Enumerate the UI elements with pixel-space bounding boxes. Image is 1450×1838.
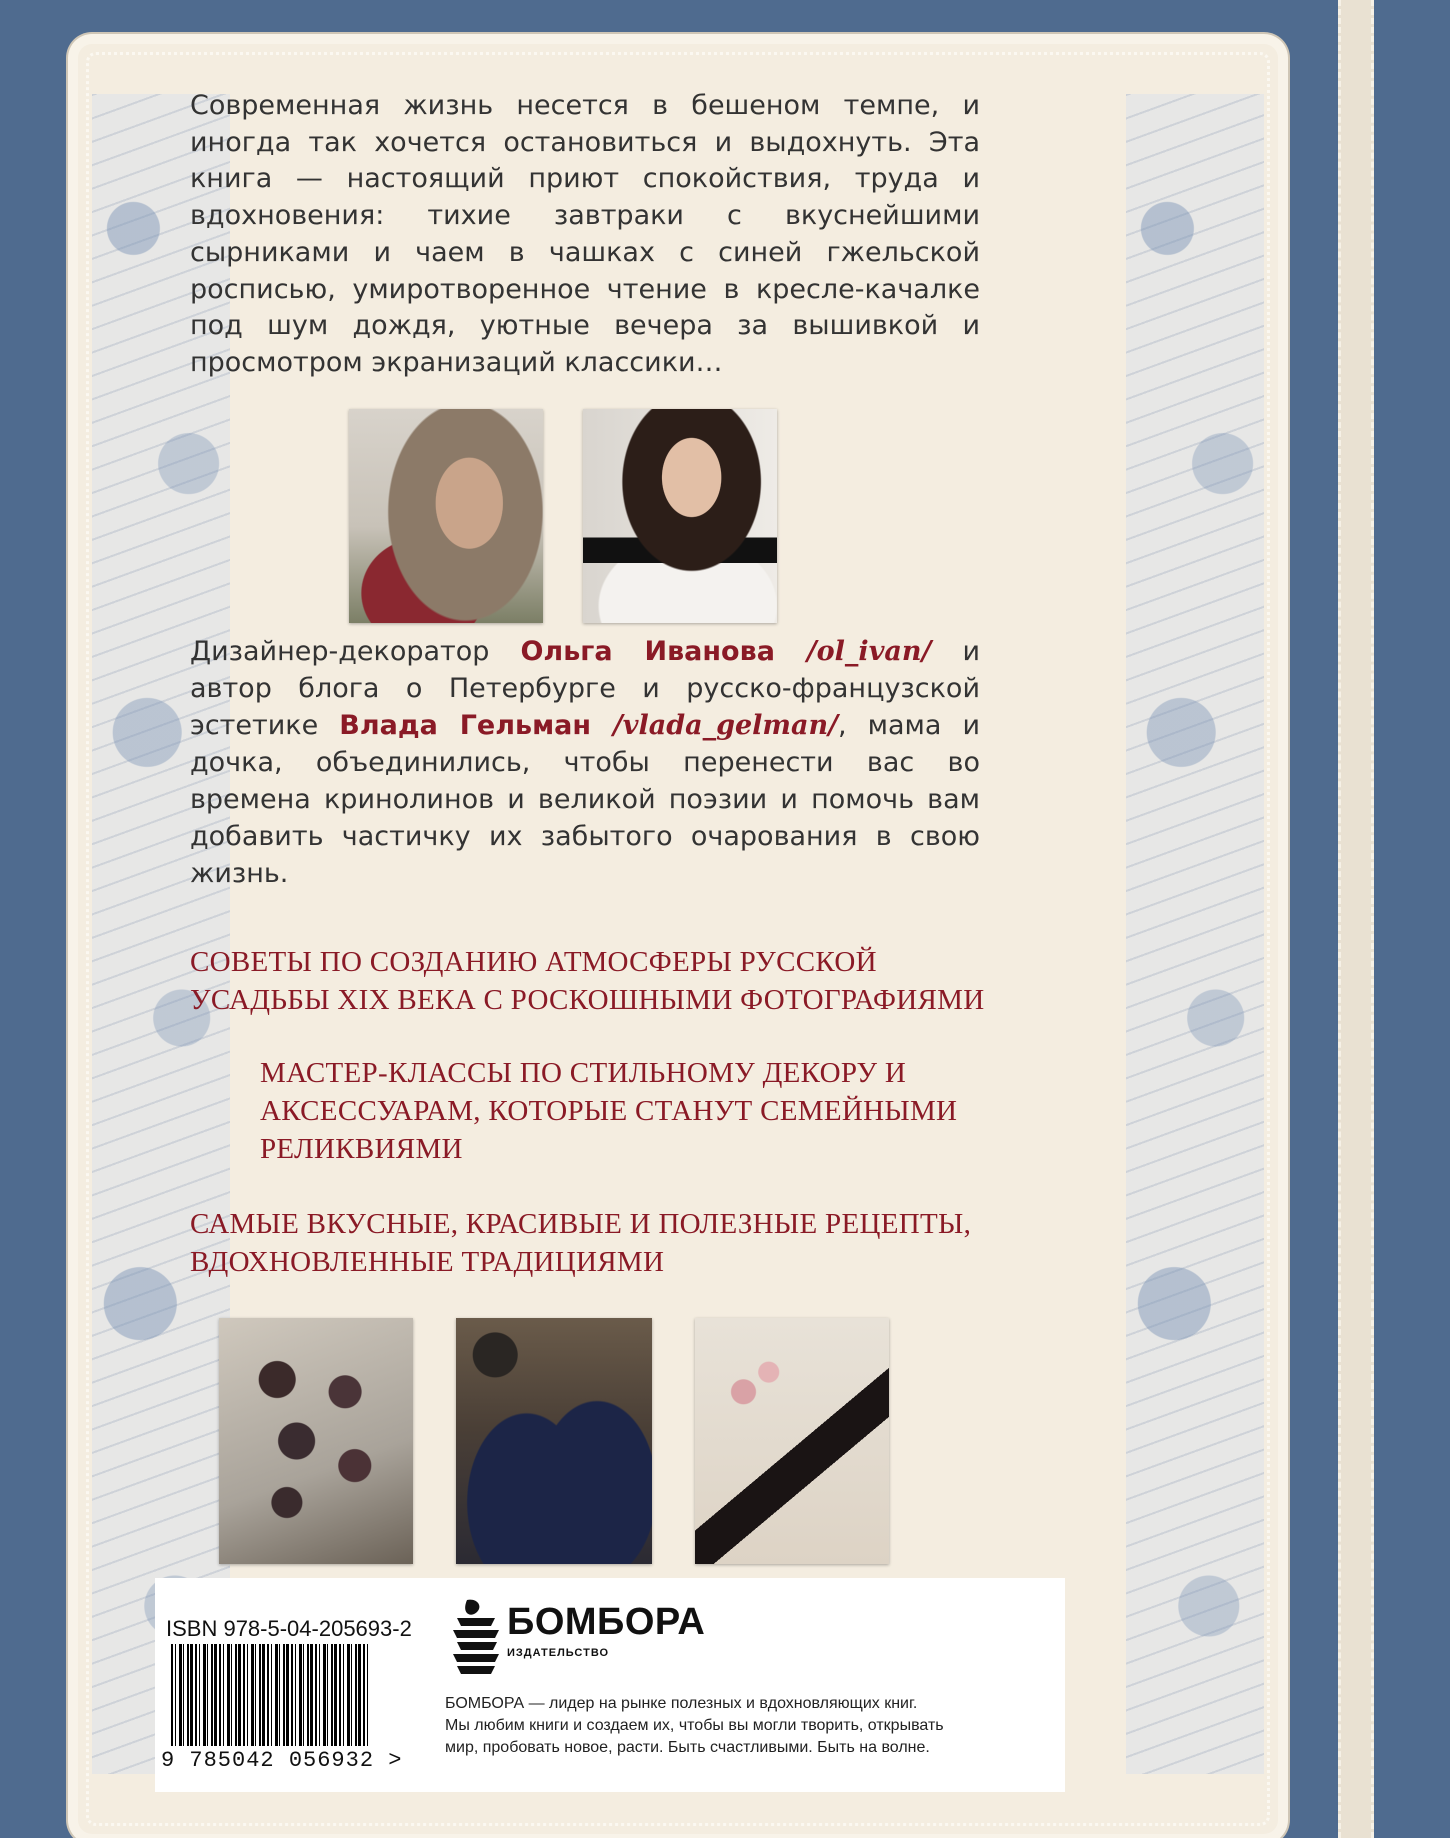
barcode-panel — [155, 1578, 1065, 1792]
author2-name: Влада Гельман — [339, 710, 592, 741]
author2-handle: /vlada_gelman/ — [591, 710, 838, 741]
bio-text: и автор блога о Петербурге и русско-французской эстетике — [190, 636, 980, 741]
author-photo-olga — [349, 409, 543, 623]
isbn-text: ISBN 978-5-04-205693-2 — [166, 1616, 412, 1641]
author1-handle: /ol_ivan/ — [774, 636, 932, 667]
authors-bio — [190, 633, 980, 892]
feature-manor-atmosphere: СОВЕТЫ ПО СОЗДАНИЮ АТМОСФЕРЫ РУССКОЙ УСАДЬБЫ XIX ВЕКА С РОСКОШНЫМИ ФОТОГРАФИЯМИ — [190, 946, 985, 1016]
photo-ornaments — [219, 1318, 413, 1564]
barcode-image — [171, 1644, 371, 1746]
publisher-name: БОМБОРА — [507, 1601, 706, 1643]
bio-text: , мама и дочка, объединились, чтобы перенести вас во времена кринолинов и великой поэзии и помочь вам добавить частичку их забытого очарования в свою жизнь. — [190, 710, 981, 889]
author1-name: Ольга Иванова — [520, 636, 775, 667]
photo-floral-hanger — [695, 1318, 889, 1564]
feature-recipes: САМЫЕ ВКУСНЫЕ, КРАСИВЫЕ И ПОЛЕЗНЫЕ РЕЦЕПТЫ, ВДОХНОВЛЕННЫЕ ТРАДИЦИЯМИ — [190, 1208, 972, 1278]
intro-paragraph: Современная жизнь несется в бешеном темпе, и иногда так хочется остановиться и выдохнуть. Эта книга — настоящий приют спокойствия, труда и вдохновения: тихие завтраки с вкуснейшими сырниками и чаем в чашках с синей гжельской росписью, умиротворенное чтение в кресле-качалке под шум дождя, уютные вечера за вышивкой и просмотром экранизаций классики… — [190, 90, 980, 378]
bombora-logo-icon — [451, 1596, 501, 1678]
photo-embroidered-slippers — [456, 1318, 652, 1564]
floral-border-right — [1126, 94, 1264, 1774]
bio-text: Дизайнер-декоратор — [190, 636, 521, 667]
publisher-blurb: БОМБОРА — лидер на рынке полезных и вдохновляющих книг. Мы любим книги и создаем их, чтобы вы могли творить, открывать мир, пробовать новое, расти. Быть счастливыми. Быть на волне. — [445, 1695, 944, 1756]
publisher-subtitle: ИЗДАТЕЛЬСТВО — [507, 1647, 610, 1659]
spine-edge-strip — [1338, 0, 1374, 1838]
feature-master-classes: МАСТЕР-КЛАССЫ ПО СТИЛЬНОМУ ДЕКОРУ И АКСЕССУАРАМ, КОТОРЫЕ СТАНУТ СЕМЕЙНЫМИ РЕЛИКВИЯМИ — [260, 1057, 958, 1165]
barcode-digits: 9 785042 056932 > — [161, 1748, 403, 1773]
author-photo-vlada — [583, 409, 777, 623]
